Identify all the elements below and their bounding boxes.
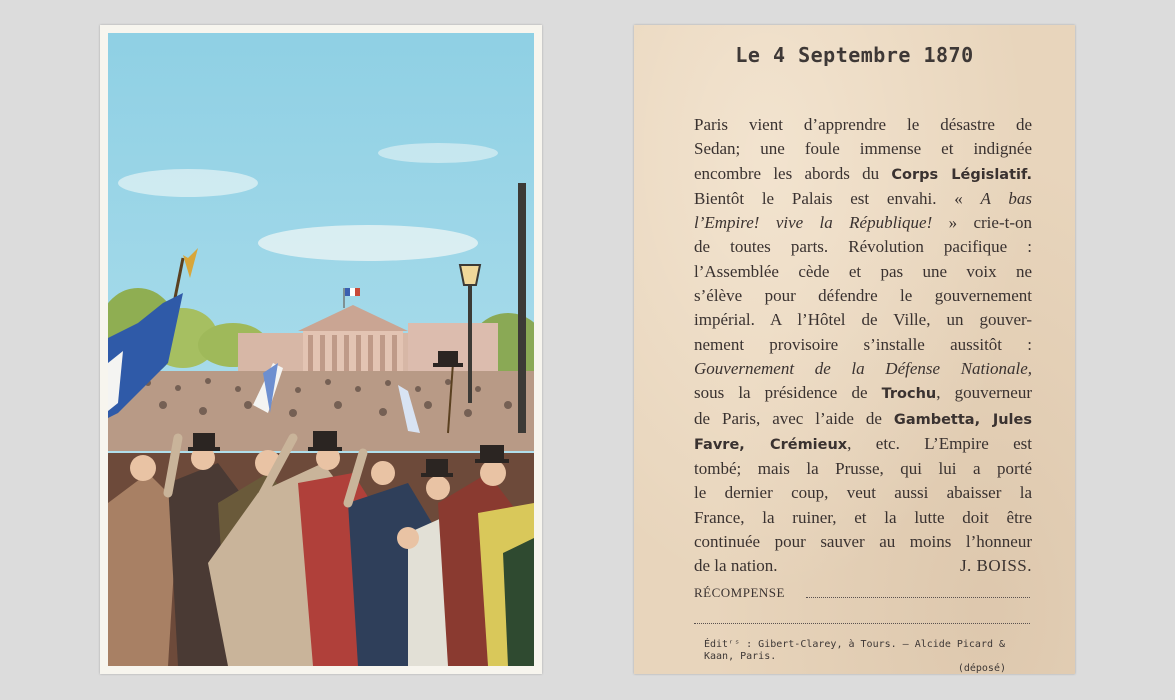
text-line: continuée pour sauver au moins l’honneur (694, 532, 1032, 552)
text-line: le dernier coup, veut aussi abaisser la (694, 483, 1032, 503)
text-line: impérial. A l’Hôtel de Ville, un gouver- (694, 310, 1032, 330)
text-line: France, la ruiner, et la lutte doit être (694, 507, 1032, 527)
recompense-label: RÉCOMPENSE (694, 585, 785, 600)
card-body (694, 113, 1032, 579)
publisher-credit (704, 639, 1014, 675)
text-line: de la nation. J. BOISS. (694, 554, 1032, 578)
text-line: l’Assemblée cède et pas une voix ne (694, 261, 1032, 281)
recompense-dotted-line (806, 597, 1030, 598)
signature: J. BOISS. (959, 556, 1032, 576)
text-line: sous la présidence de Trochu, gouverneur (694, 383, 1032, 403)
text-line: l’Empire! vive la République! » crie-t-on (694, 213, 1032, 233)
text-line: Paris vient d’apprendre le désastre de (694, 115, 1032, 134)
text-line: Bientôt le Palais est envahi. « A bas (694, 188, 1032, 208)
text-line: nement provisoire s’installe aussitôt : (694, 334, 1032, 354)
text-line: de toutes parts. Révolution pacifique : (694, 237, 1032, 257)
text-card (634, 25, 1075, 674)
text-line: s’élève pour défendre le gouvernement (694, 286, 1032, 306)
illustration-card (100, 25, 542, 674)
text-line: Sedan; une foule immense et indignée (694, 139, 1032, 159)
editor-line: Éditʳˢ : Gibert-Clarey, à Tours. — Alcide Picard & Kaan, Paris. (704, 639, 1006, 662)
card-title: Le 4 Septembre 1870 (735, 43, 974, 67)
crowd-illustration (108, 33, 534, 666)
text-line: de Paris, avec l’aide de Gambetta, Jules (694, 408, 1032, 428)
text-line: tombé; mais la Prusse, qui lui a porté (694, 459, 1032, 479)
text-line: Favre, Crémieux, etc. L’Empire est (694, 433, 1032, 453)
text-line: encombre les abords du Corps Législatif. (694, 163, 1032, 183)
text-line: Gouvernement de la Défense Nationale, (694, 358, 1032, 378)
depose-label: (déposé) (957, 663, 1006, 674)
dotted-divider (694, 623, 1030, 624)
